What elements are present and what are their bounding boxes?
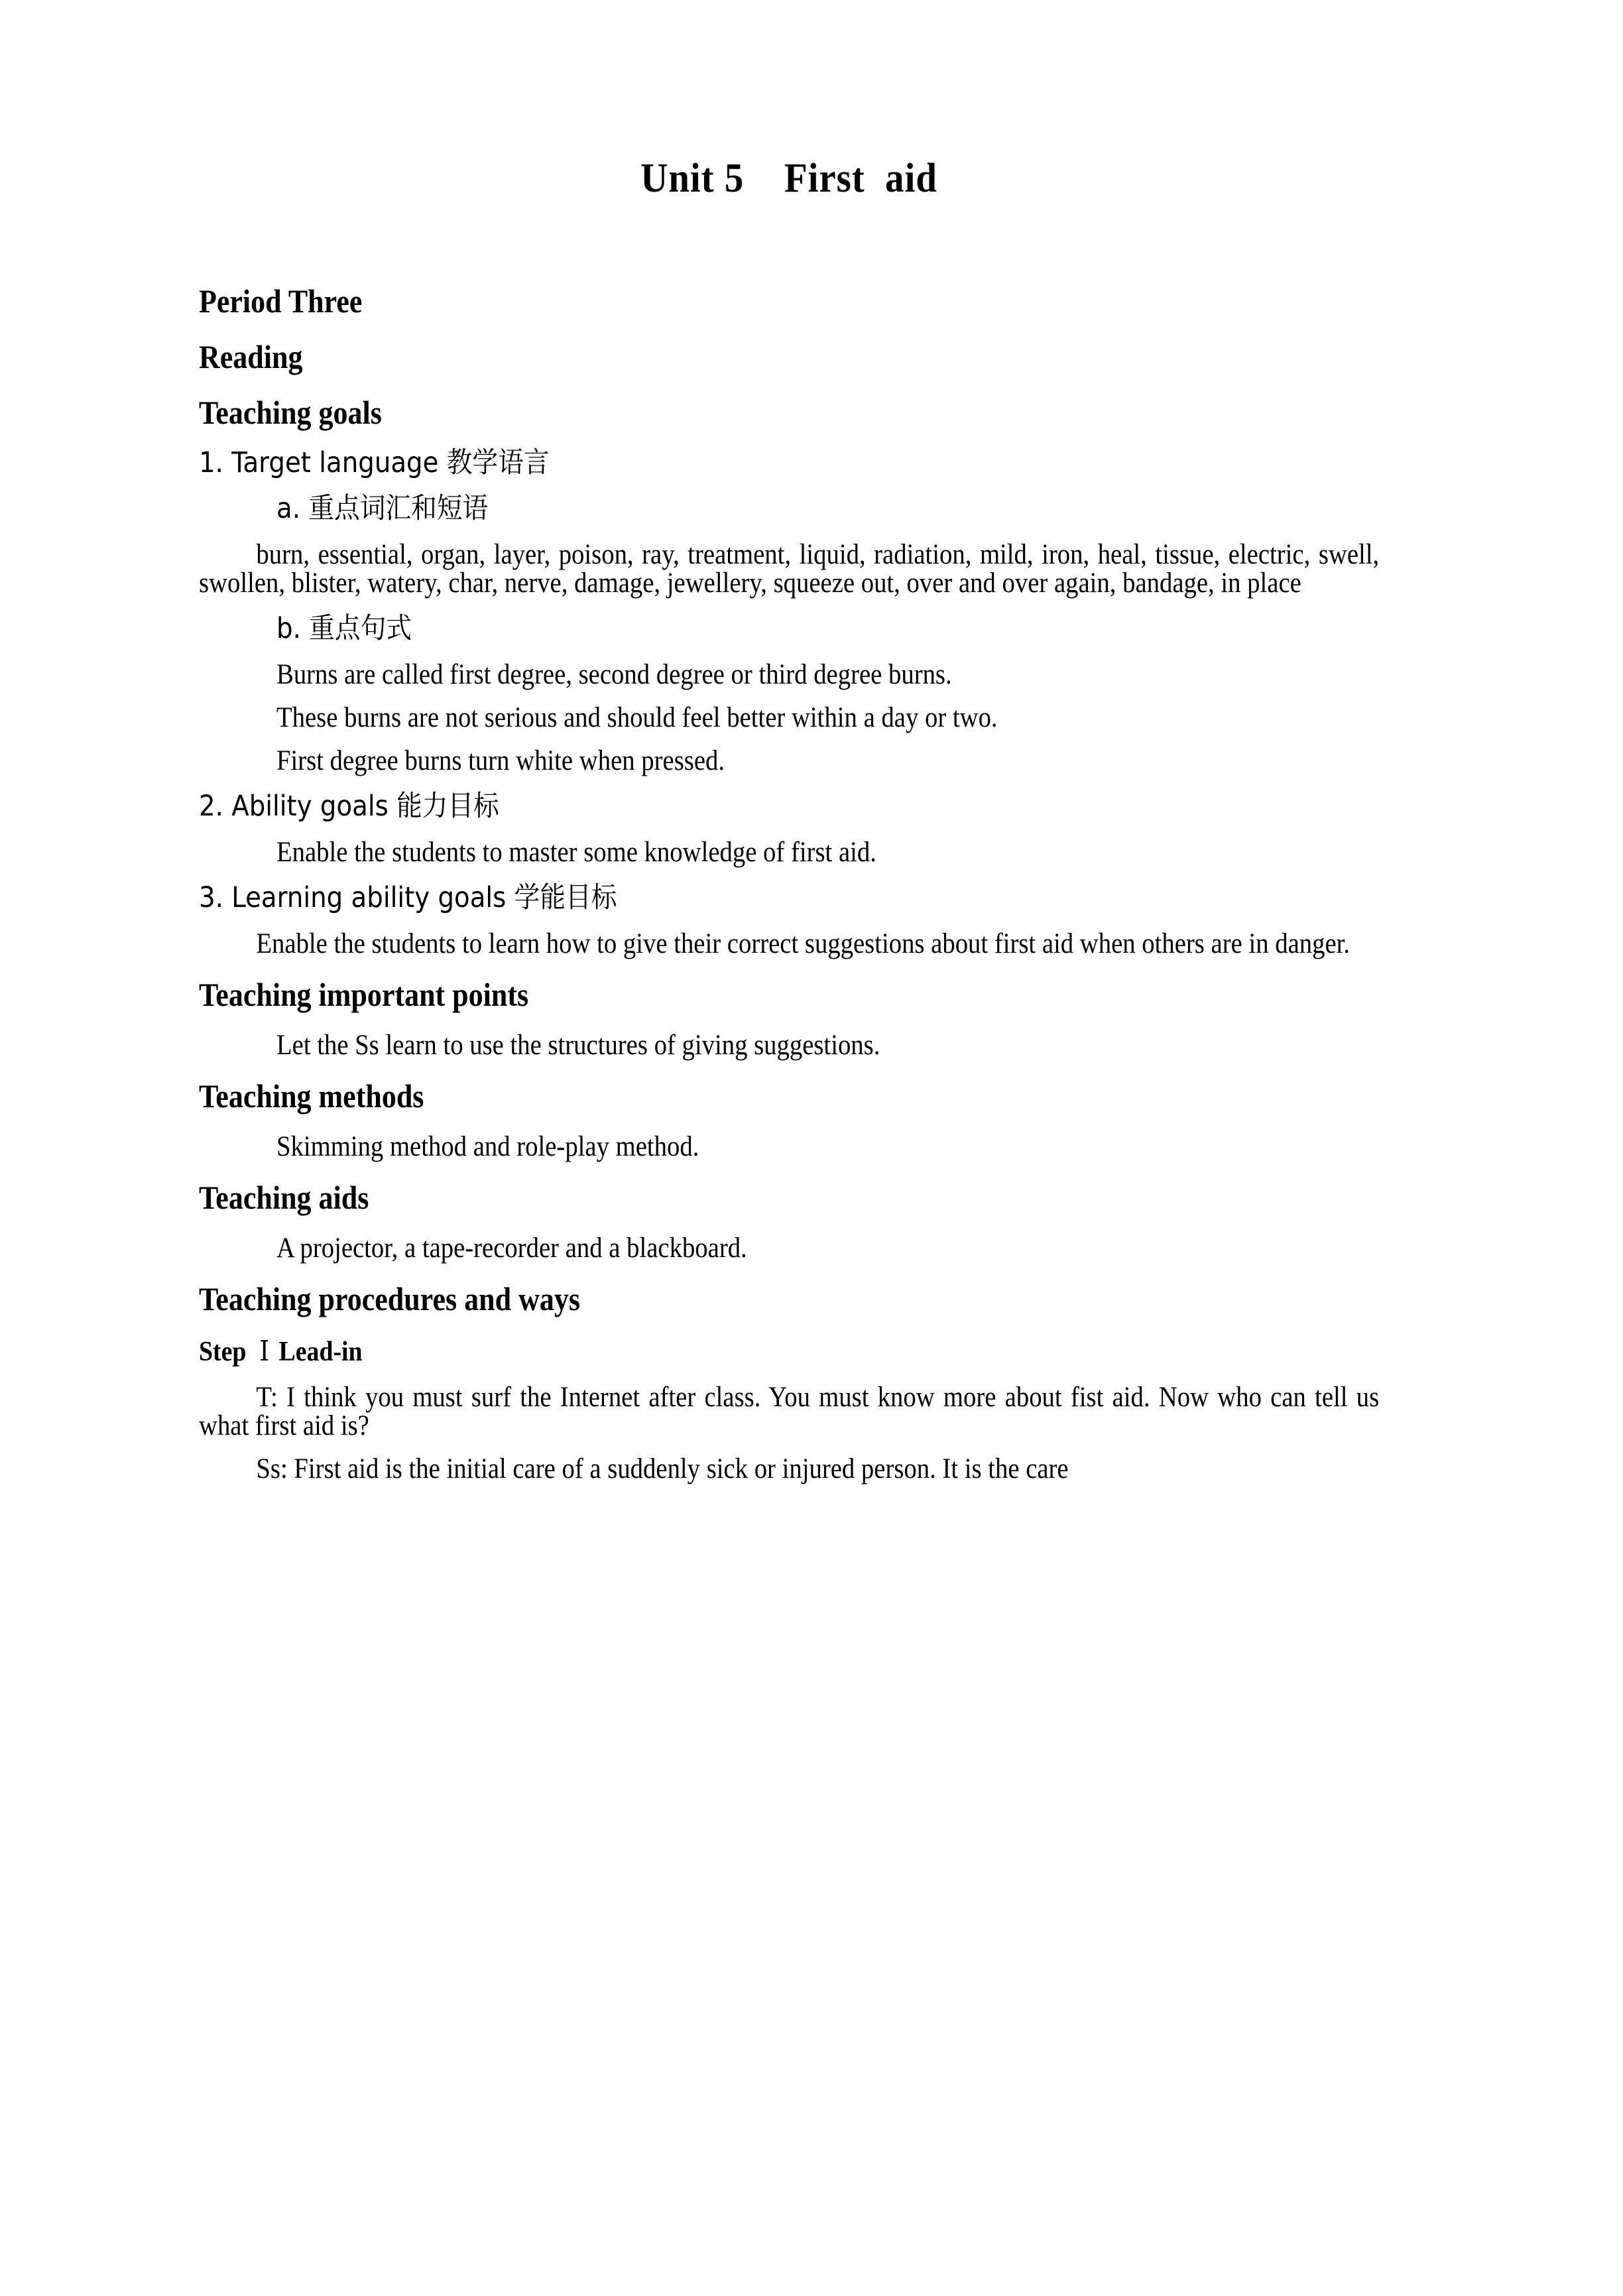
heading-teaching-goals: Teaching goals bbox=[199, 394, 382, 432]
goal-item-1a-label: a. 重点词汇和短语 bbox=[276, 492, 489, 526]
page-content bbox=[199, 0, 1379, 1483]
dialogue-line-teacher: T: I think you must surf the Internet after class. You must know more about fist aid. Now who can tell us what first aid is? bbox=[199, 1382, 1380, 1442]
spacer bbox=[199, 821, 1379, 838]
spacer bbox=[199, 1113, 1379, 1132]
goal-item-3-body: Enable the students to learn how to give their correct suggestions about first aid when others are in danger. bbox=[256, 928, 1351, 960]
example-sentence-1: Burns are called first degree, second degree or third degree burns. bbox=[276, 659, 952, 691]
spacer bbox=[199, 201, 1379, 247]
goal-item-3-label: 3. Learning ability goals 学能目标 bbox=[199, 881, 617, 915]
spacer bbox=[199, 1315, 1379, 1338]
spacer bbox=[199, 643, 1379, 660]
spacer bbox=[199, 523, 1379, 540]
vocabulary-list: burn, essential, organ, layer, poison, ray, treatment, liquid, radiation, mild, iron, heal, tissue, electric, swell, swollen, blister, watery, char, nerve, damage, jewellery, squeeze out, over and over again, bandage, in place bbox=[199, 539, 1380, 599]
heading-teaching-aids: Teaching aids bbox=[199, 1179, 369, 1217]
spacer bbox=[199, 1262, 1379, 1282]
heading-reading: Reading bbox=[199, 338, 303, 376]
dialogue-line-students: Ss: First aid is the initial care of a suddenly sick or injured person. It is the care bbox=[256, 1453, 1069, 1485]
heading-step-1 bbox=[199, 1338, 1261, 1366]
teaching-methods-body: Skimming method and role-play method. bbox=[276, 1131, 699, 1163]
goal-item-1-label: 1. Target language 教学语言 bbox=[199, 446, 550, 480]
spacer bbox=[199, 1214, 1379, 1234]
heading-period-three: Period Three bbox=[199, 282, 363, 320]
heading-important-points: Teaching important points bbox=[199, 976, 529, 1014]
heading-teaching-procedures: Teaching procedures and ways bbox=[199, 1280, 580, 1318]
spacer bbox=[199, 912, 1379, 930]
goal-item-1b-label: b. 重点句式 bbox=[276, 612, 412, 646]
goal-item-2-label: 2. Ability goals 能力目标 bbox=[199, 790, 499, 823]
spacer bbox=[199, 1440, 1379, 1455]
step-label: Step bbox=[199, 1337, 247, 1368]
teaching-aids-body: A projector, a tape-recorder and a blackboard. bbox=[276, 1233, 747, 1264]
heading-teaching-methods: Teaching methods bbox=[199, 1077, 424, 1115]
spacer bbox=[199, 732, 1379, 747]
step-numeral: Ⅰ bbox=[259, 1337, 270, 1368]
spacer bbox=[199, 1366, 1379, 1383]
spacer bbox=[199, 689, 1379, 703]
spacer bbox=[199, 958, 1379, 978]
page-title: Unit 5 First aid bbox=[640, 156, 937, 201]
spacer bbox=[199, 1161, 1379, 1181]
step-name: Lead-in bbox=[278, 1337, 363, 1368]
example-sentence-3: First degree burns turn white when pressed. bbox=[276, 745, 725, 777]
spacer bbox=[199, 1011, 1379, 1031]
example-sentence-2: These burns are not serious and should feel better within a day or two. bbox=[276, 702, 998, 734]
spacer bbox=[199, 318, 1379, 340]
important-points-body: Let the Ss learn to use the structures of giving suggestions. bbox=[276, 1030, 880, 1061]
goal-item-2-body: Enable the students to master some knowledge of first aid. bbox=[276, 837, 876, 869]
spacer bbox=[199, 1059, 1379, 1079]
spacer bbox=[199, 373, 1379, 396]
spacer bbox=[199, 247, 1379, 284]
